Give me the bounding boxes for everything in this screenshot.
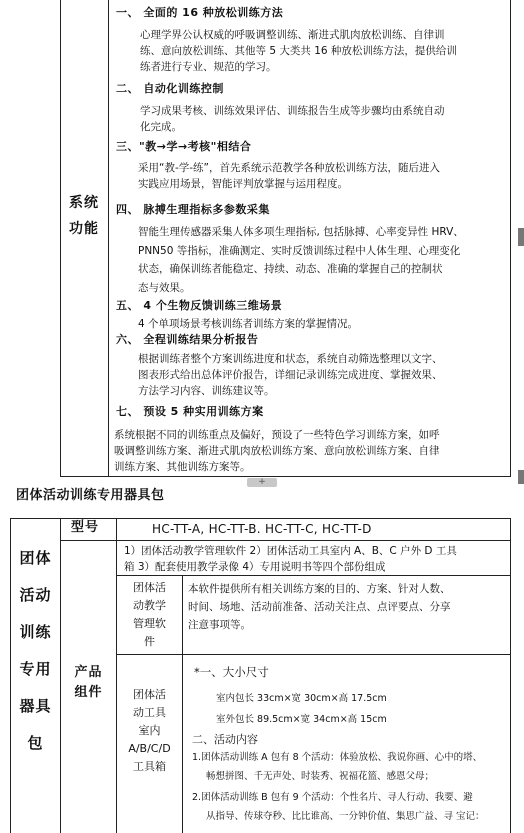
section-body-line: 心理学界公认权威的呼吸调整训练、渐进式肌肉放松训练、自律训 (140, 29, 445, 41)
components-intro-l0: 1）团体活动教学管理软件 2）团体活动工具室内 A、B、C 户外 D 工具 (124, 545, 457, 557)
section-body-line: PNN50 等指标，准确测定、实时反馈训练过程中人体生理、心理变化 (138, 244, 461, 257)
section-body-line: 练者进行专业、规范的学习。 (140, 61, 277, 73)
components-label-l0: 产品 (74, 665, 103, 680)
group-kit-label-l4: 器具 (19, 697, 52, 715)
model-row-bottom (60, 540, 511, 541)
software-label-l0: 团体活 (133, 581, 166, 594)
table-move-handle[interactable]: + (247, 478, 277, 487)
model-value: HC-TT-A, HC-TT-B. HC-TT-C, HC-TT-D (152, 522, 372, 536)
toolbox-size-heading: *一、大小尺寸 (194, 665, 269, 679)
section-body-line: 态与效果。 (138, 281, 191, 294)
toolbox-label-l2: 室内 (138, 724, 161, 737)
section-body-line: 学习成果考核、训练效果评估、训练报告生成等步骤均由系统自动 (140, 105, 445, 117)
toolbox-label-l0: 团体活 (133, 688, 166, 701)
software-label-l1: 动教学 (133, 599, 166, 612)
side-scroll-tab[interactable] (518, 228, 524, 246)
section-heading: 三、"教→学→考核"相结合 (116, 140, 252, 153)
top-col-divider (108, 0, 109, 476)
software-desc-l0: 本软件提供所有相关训练方案的目的、方案、针对人数、 (188, 583, 451, 595)
section-heading: 七、 预设 5 种实用训练方案 (116, 405, 264, 418)
components-label (61, 663, 116, 703)
model-label: 型号 (71, 520, 100, 535)
group-kit-label-l2: 训练 (19, 623, 52, 641)
group-kit-label-l1: 活动 (19, 586, 52, 604)
toolbox-label-l4: 工具箱 (133, 760, 166, 773)
software-row-bottom (116, 654, 511, 655)
group-kit-label-l3: 专用 (19, 660, 52, 678)
section-body-line: 练、意向放松训练、其他等 5 大类共 16 种放松训练方法，提供给训 (140, 45, 457, 57)
section-heading: 五、 4 个生物反馈训练三维场景 (116, 299, 283, 312)
components-label-l1: 组件 (74, 685, 103, 700)
intro-row-bottom (116, 575, 511, 576)
group-kit-label-l5: 包 (27, 734, 44, 752)
group-kit-label (11, 540, 60, 762)
toolbox-line-2: 2.团体活动训练 B 包有 9 个活动：个性名片、寻人行动、我要、避 (192, 792, 473, 803)
toolbox-label-l3: A/B/C/D (128, 742, 171, 755)
group-kit-label-l0: 团体 (19, 549, 52, 567)
row-label-system-function: 系统 功能 (69, 195, 99, 237)
section-body-line: 状态，确保训练者能稳定、持续、动态、准确的掌握自己的控制状 (138, 263, 443, 275)
software-label-l3: 件 (144, 635, 155, 648)
toolbox-inner-size: 室内包长 33cm×宽 30cm×高 17.5cm (216, 693, 387, 704)
components-intro-l1: 箱 3）配套使用教学录像 4）专用说明书等四个部份组成 (124, 561, 386, 573)
bottom-col-2 (116, 518, 117, 833)
software-desc-l1: 时间、场地、活动前准备、活动关注点、点评要点、分享 (188, 601, 451, 613)
side-scroll-tab-lower[interactable] (518, 470, 524, 484)
top-bottom-border (60, 476, 511, 477)
section-heading: 四、 脉搏生理指标多参数采集 (116, 203, 270, 216)
section-heading: 二、 自动化训练控制 (116, 82, 224, 95)
top-left-border (60, 0, 61, 476)
toolbox-content-heading: 二、活动内容 (192, 733, 258, 746)
section-body-line: 智能生理传感器采集人体多项生理指标, 包括脉搏、心率变异性 HRV、 (138, 226, 464, 238)
top-right-border (510, 0, 511, 476)
toolbox-line-1: 畅想拼图、千无声处、时装秀、祝福花篮、感恩父母； (206, 771, 435, 782)
software-desc-l2: 注意事项等。 (188, 619, 251, 631)
toolbox-line-3: 从指导、传球夺秒、比比谁高、一分钟价值、集思广益、寻 宝记： (206, 811, 485, 822)
toolbox-outer-size: 室外包长 89.5cm×宽 34cm×高 15cm (216, 714, 387, 725)
toolbox-line-0: 1.团体活动训练 A 包有 8 个活动：体验放松、我说你画、心中的塔、 (192, 752, 483, 763)
bottom-table-right (510, 518, 511, 833)
software-label-l2: 管理软 (133, 617, 166, 630)
bottom-col-3 (182, 575, 183, 833)
section-title: 团体活动训练专用器具包 (16, 488, 165, 503)
section-body-line: 图表形式给出总体评价报告，详细记录训练完成进度、掌握效果、 (138, 369, 443, 381)
section-body-line: 训练方案、其他训练方案等。 (114, 461, 251, 473)
toolbox-label (117, 686, 182, 776)
section-body-line: 化完成。 (140, 121, 182, 133)
section-body-line: 实践应用场景，智能评判放掌握与运用程度。 (138, 178, 348, 190)
section-body-line: 吸调整训练方案、渐进式肌肉放松训练方案、意向放松训练方案、自律 (114, 445, 440, 457)
section-heading: 六、 全程训练结果分析报告 (116, 333, 259, 346)
section-body-line: 采用“教-学-练”，首先系统示范教学各种放松训练方法，随后进入 (138, 162, 440, 174)
section-heading: 一、 全面的 16 种放松训练方法 (116, 6, 284, 19)
bottom-table-top (10, 518, 511, 519)
section-body-line: 4 个单项场景考核训练者训练方案的掌握情况。 (138, 318, 359, 330)
software-label (117, 579, 182, 651)
section-body-line: 系统根据不同的训练重点及偏好，预设了一些特色学习训练方案，如呼 (114, 429, 440, 441)
section-body-line: 方法学习内容、训练建议等。 (138, 385, 275, 397)
section-body-line: 根据训练者整个方案训练进度和状态，系统自动筛选整理以文字、 (138, 353, 443, 365)
toolbox-label-l1: 动工具 (133, 706, 166, 719)
